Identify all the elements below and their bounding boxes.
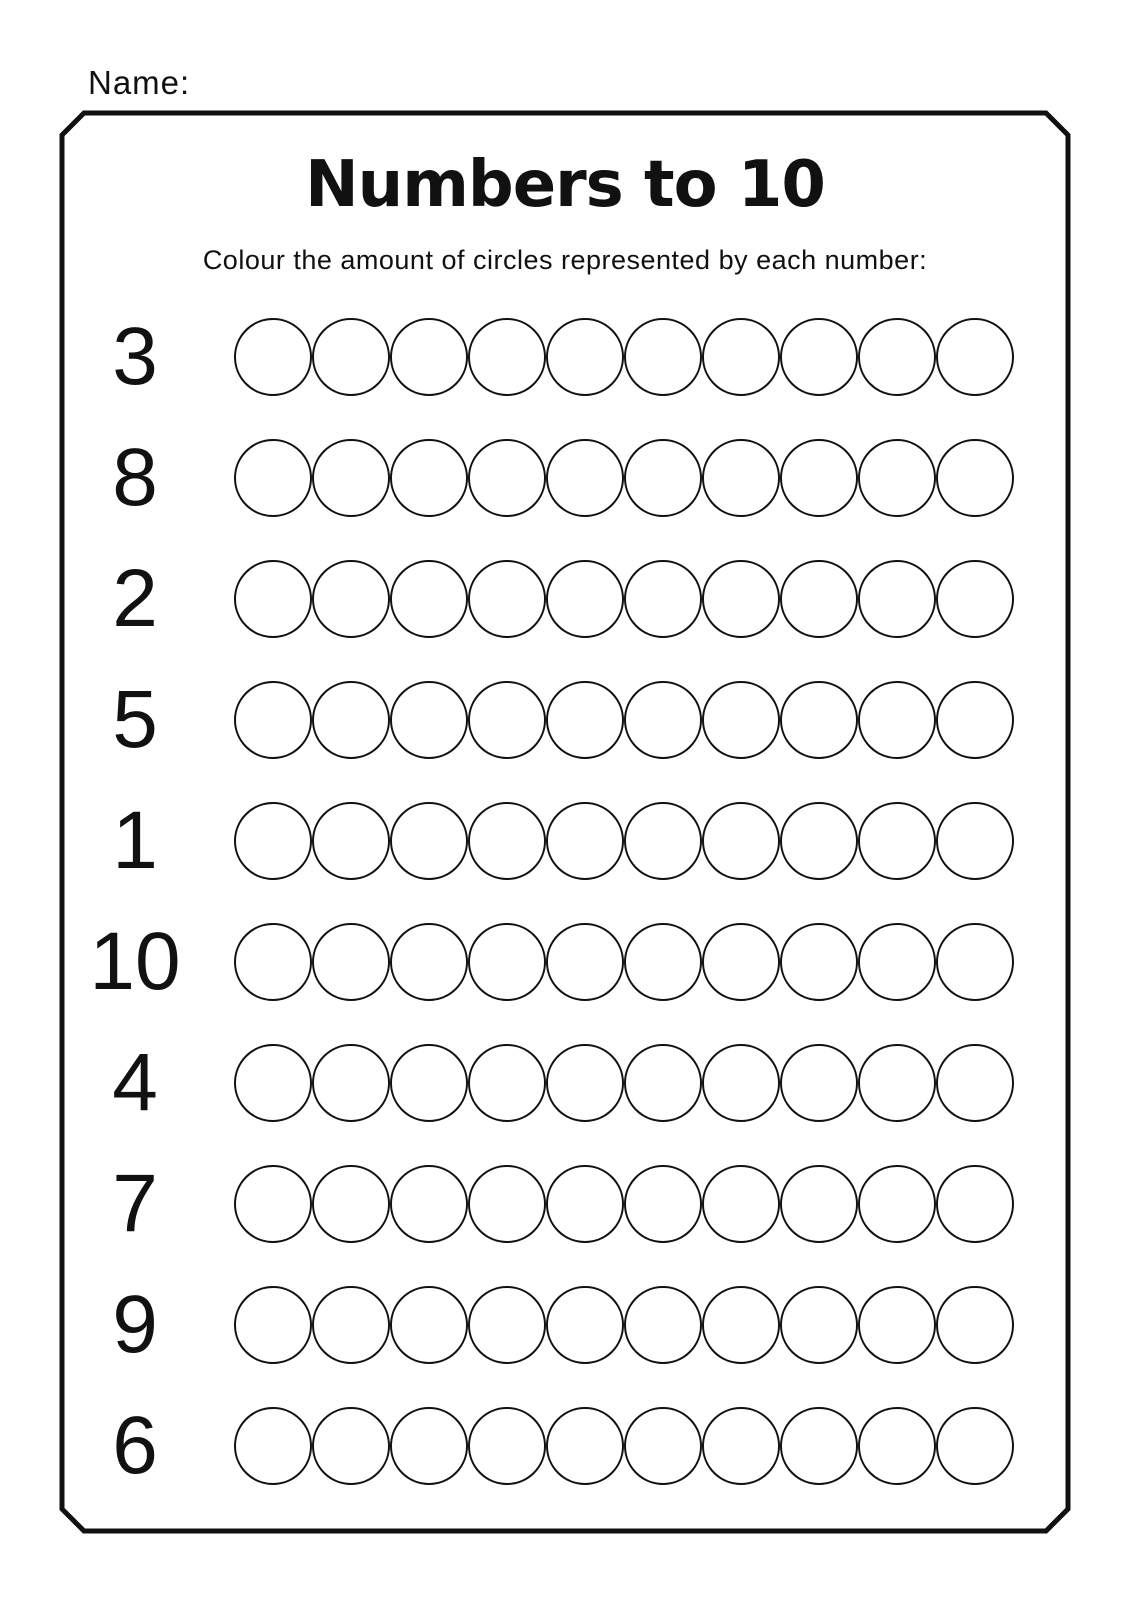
colourable-circle[interactable] [546, 802, 624, 880]
colourable-circle[interactable] [546, 1165, 624, 1243]
colourable-circle[interactable] [624, 1165, 702, 1243]
colourable-circle[interactable] [624, 318, 702, 396]
colourable-circle[interactable] [858, 560, 936, 638]
instruction-text: Colour the amount of circles represented by each number: [202, 245, 928, 275]
row-number-label: 8 [112, 432, 158, 523]
colourable-circle[interactable] [312, 1407, 390, 1485]
page-title: Numbers to 10 [305, 148, 825, 222]
colourable-circle[interactable] [234, 1407, 312, 1485]
colourable-circle[interactable] [702, 1165, 780, 1243]
worksheet-row [0, 674, 1131, 765]
row-number-label: 9 [112, 1279, 158, 1370]
name-label: Name: [88, 64, 191, 101]
colourable-circle[interactable] [546, 560, 624, 638]
row-number-label: 10 [89, 916, 181, 1007]
row-number-label: 2 [112, 553, 158, 644]
circle-strip [234, 318, 1014, 396]
colourable-circle[interactable] [780, 560, 858, 638]
colourable-circle[interactable] [390, 1407, 468, 1485]
colourable-circle[interactable] [624, 1407, 702, 1485]
colourable-circle[interactable] [858, 681, 936, 759]
colourable-circle[interactable] [624, 439, 702, 517]
colourable-circle[interactable] [858, 1044, 936, 1122]
colourable-circle[interactable] [936, 560, 1014, 638]
colourable-circle[interactable] [312, 439, 390, 517]
colourable-circle[interactable] [858, 802, 936, 880]
worksheet-row [0, 1158, 1131, 1249]
colourable-circle[interactable] [312, 681, 390, 759]
colourable-circle[interactable] [936, 802, 1014, 880]
colourable-circle[interactable] [546, 439, 624, 517]
colourable-circle[interactable] [702, 1407, 780, 1485]
worksheet-row [0, 553, 1131, 644]
colourable-circle[interactable] [390, 923, 468, 1001]
colourable-circle[interactable] [546, 1044, 624, 1122]
colourable-circle[interactable] [936, 923, 1014, 1001]
row-number-label: 7 [112, 1158, 158, 1249]
colourable-circle[interactable] [234, 1044, 312, 1122]
colourable-circle[interactable] [702, 681, 780, 759]
worksheet-row [0, 311, 1131, 402]
circle-strip [234, 681, 1014, 759]
colourable-circle[interactable] [468, 1407, 546, 1485]
colourable-circle[interactable] [546, 1407, 624, 1485]
colourable-circle[interactable] [234, 681, 312, 759]
colourable-circle[interactable] [234, 560, 312, 638]
colourable-circle[interactable] [780, 1286, 858, 1364]
colourable-circle[interactable] [234, 923, 312, 1001]
circle-strip [234, 802, 1014, 880]
colourable-circle[interactable] [468, 439, 546, 517]
colourable-circle[interactable] [312, 1044, 390, 1122]
colourable-circle[interactable] [858, 1407, 936, 1485]
colourable-circle[interactable] [780, 1407, 858, 1485]
colourable-circle[interactable] [468, 1165, 546, 1243]
colourable-circle[interactable] [468, 923, 546, 1001]
colourable-circle[interactable] [468, 318, 546, 396]
colourable-circle[interactable] [780, 1044, 858, 1122]
colourable-circle[interactable] [702, 560, 780, 638]
row-number-label: 6 [112, 1400, 158, 1491]
colourable-circle[interactable] [702, 1286, 780, 1364]
colourable-circle[interactable] [936, 681, 1014, 759]
colourable-circle[interactable] [390, 560, 468, 638]
colourable-circle[interactable] [936, 1286, 1014, 1364]
colourable-circle[interactable] [390, 318, 468, 396]
colourable-circle[interactable] [390, 1286, 468, 1364]
circle-strip [234, 439, 1014, 517]
colourable-circle[interactable] [858, 318, 936, 396]
colourable-circle[interactable] [624, 923, 702, 1001]
colourable-circle[interactable] [780, 681, 858, 759]
circle-strip [234, 1044, 1014, 1122]
colourable-circle[interactable] [624, 560, 702, 638]
colourable-circle[interactable] [702, 802, 780, 880]
colourable-circle[interactable] [546, 318, 624, 396]
colourable-circle[interactable] [936, 1407, 1014, 1485]
colourable-circle[interactable] [624, 802, 702, 880]
circle-strip [234, 1407, 1014, 1485]
colourable-circle[interactable] [702, 923, 780, 1001]
worksheet-row [0, 795, 1131, 886]
colourable-circle[interactable] [234, 1165, 312, 1243]
colourable-circle[interactable] [858, 1165, 936, 1243]
colourable-circle[interactable] [234, 318, 312, 396]
colourable-circle[interactable] [468, 1044, 546, 1122]
colourable-circle[interactable] [858, 923, 936, 1001]
row-number-label: 1 [112, 795, 158, 886]
worksheet-row [0, 1037, 1131, 1128]
colourable-circle[interactable] [312, 1165, 390, 1243]
colourable-circle[interactable] [312, 923, 390, 1001]
colourable-circle[interactable] [468, 1286, 546, 1364]
colourable-circle[interactable] [234, 802, 312, 880]
row-number-label: 4 [112, 1037, 158, 1128]
circle-strip [234, 560, 1014, 638]
colourable-circle[interactable] [312, 802, 390, 880]
colourable-circle[interactable] [234, 439, 312, 517]
colourable-circle[interactable] [780, 439, 858, 517]
colourable-circle[interactable] [390, 802, 468, 880]
circle-strip [234, 923, 1014, 1001]
row-number-label: 5 [112, 674, 158, 765]
colourable-circle[interactable] [234, 1286, 312, 1364]
colourable-circle[interactable] [780, 802, 858, 880]
colourable-circle[interactable] [858, 439, 936, 517]
circle-strip [234, 1165, 1014, 1243]
colourable-circle[interactable] [780, 923, 858, 1001]
colourable-circle[interactable] [624, 681, 702, 759]
colourable-circle[interactable] [624, 1044, 702, 1122]
colourable-circle[interactable] [468, 802, 546, 880]
colourable-circle[interactable] [390, 1044, 468, 1122]
worksheet-row [0, 1279, 1131, 1370]
worksheet-row [0, 1400, 1131, 1491]
colourable-circle[interactable] [780, 318, 858, 396]
colourable-circle[interactable] [546, 923, 624, 1001]
colourable-circle[interactable] [936, 439, 1014, 517]
colourable-circle[interactable] [936, 1165, 1014, 1243]
colourable-circle[interactable] [936, 318, 1014, 396]
colourable-circle[interactable] [312, 318, 390, 396]
colourable-circle[interactable] [702, 318, 780, 396]
colourable-circle[interactable] [702, 439, 780, 517]
colourable-circle[interactable] [390, 439, 468, 517]
circle-strip [234, 1286, 1014, 1364]
colourable-circle[interactable] [780, 1165, 858, 1243]
colourable-circle[interactable] [624, 1286, 702, 1364]
worksheet-row [0, 916, 1131, 1007]
colourable-circle[interactable] [546, 1286, 624, 1364]
colourable-circle[interactable] [312, 1286, 390, 1364]
colourable-circle[interactable] [546, 681, 624, 759]
row-number-label: 3 [112, 311, 158, 402]
colourable-circle[interactable] [390, 1165, 468, 1243]
colourable-circle[interactable] [936, 1044, 1014, 1122]
colourable-circle[interactable] [858, 1286, 936, 1364]
colourable-circle[interactable] [468, 681, 546, 759]
colourable-circle[interactable] [702, 1044, 780, 1122]
colourable-circle[interactable] [390, 681, 468, 759]
worksheet-row [0, 432, 1131, 523]
colourable-circle[interactable] [468, 560, 546, 638]
colourable-circle[interactable] [312, 560, 390, 638]
